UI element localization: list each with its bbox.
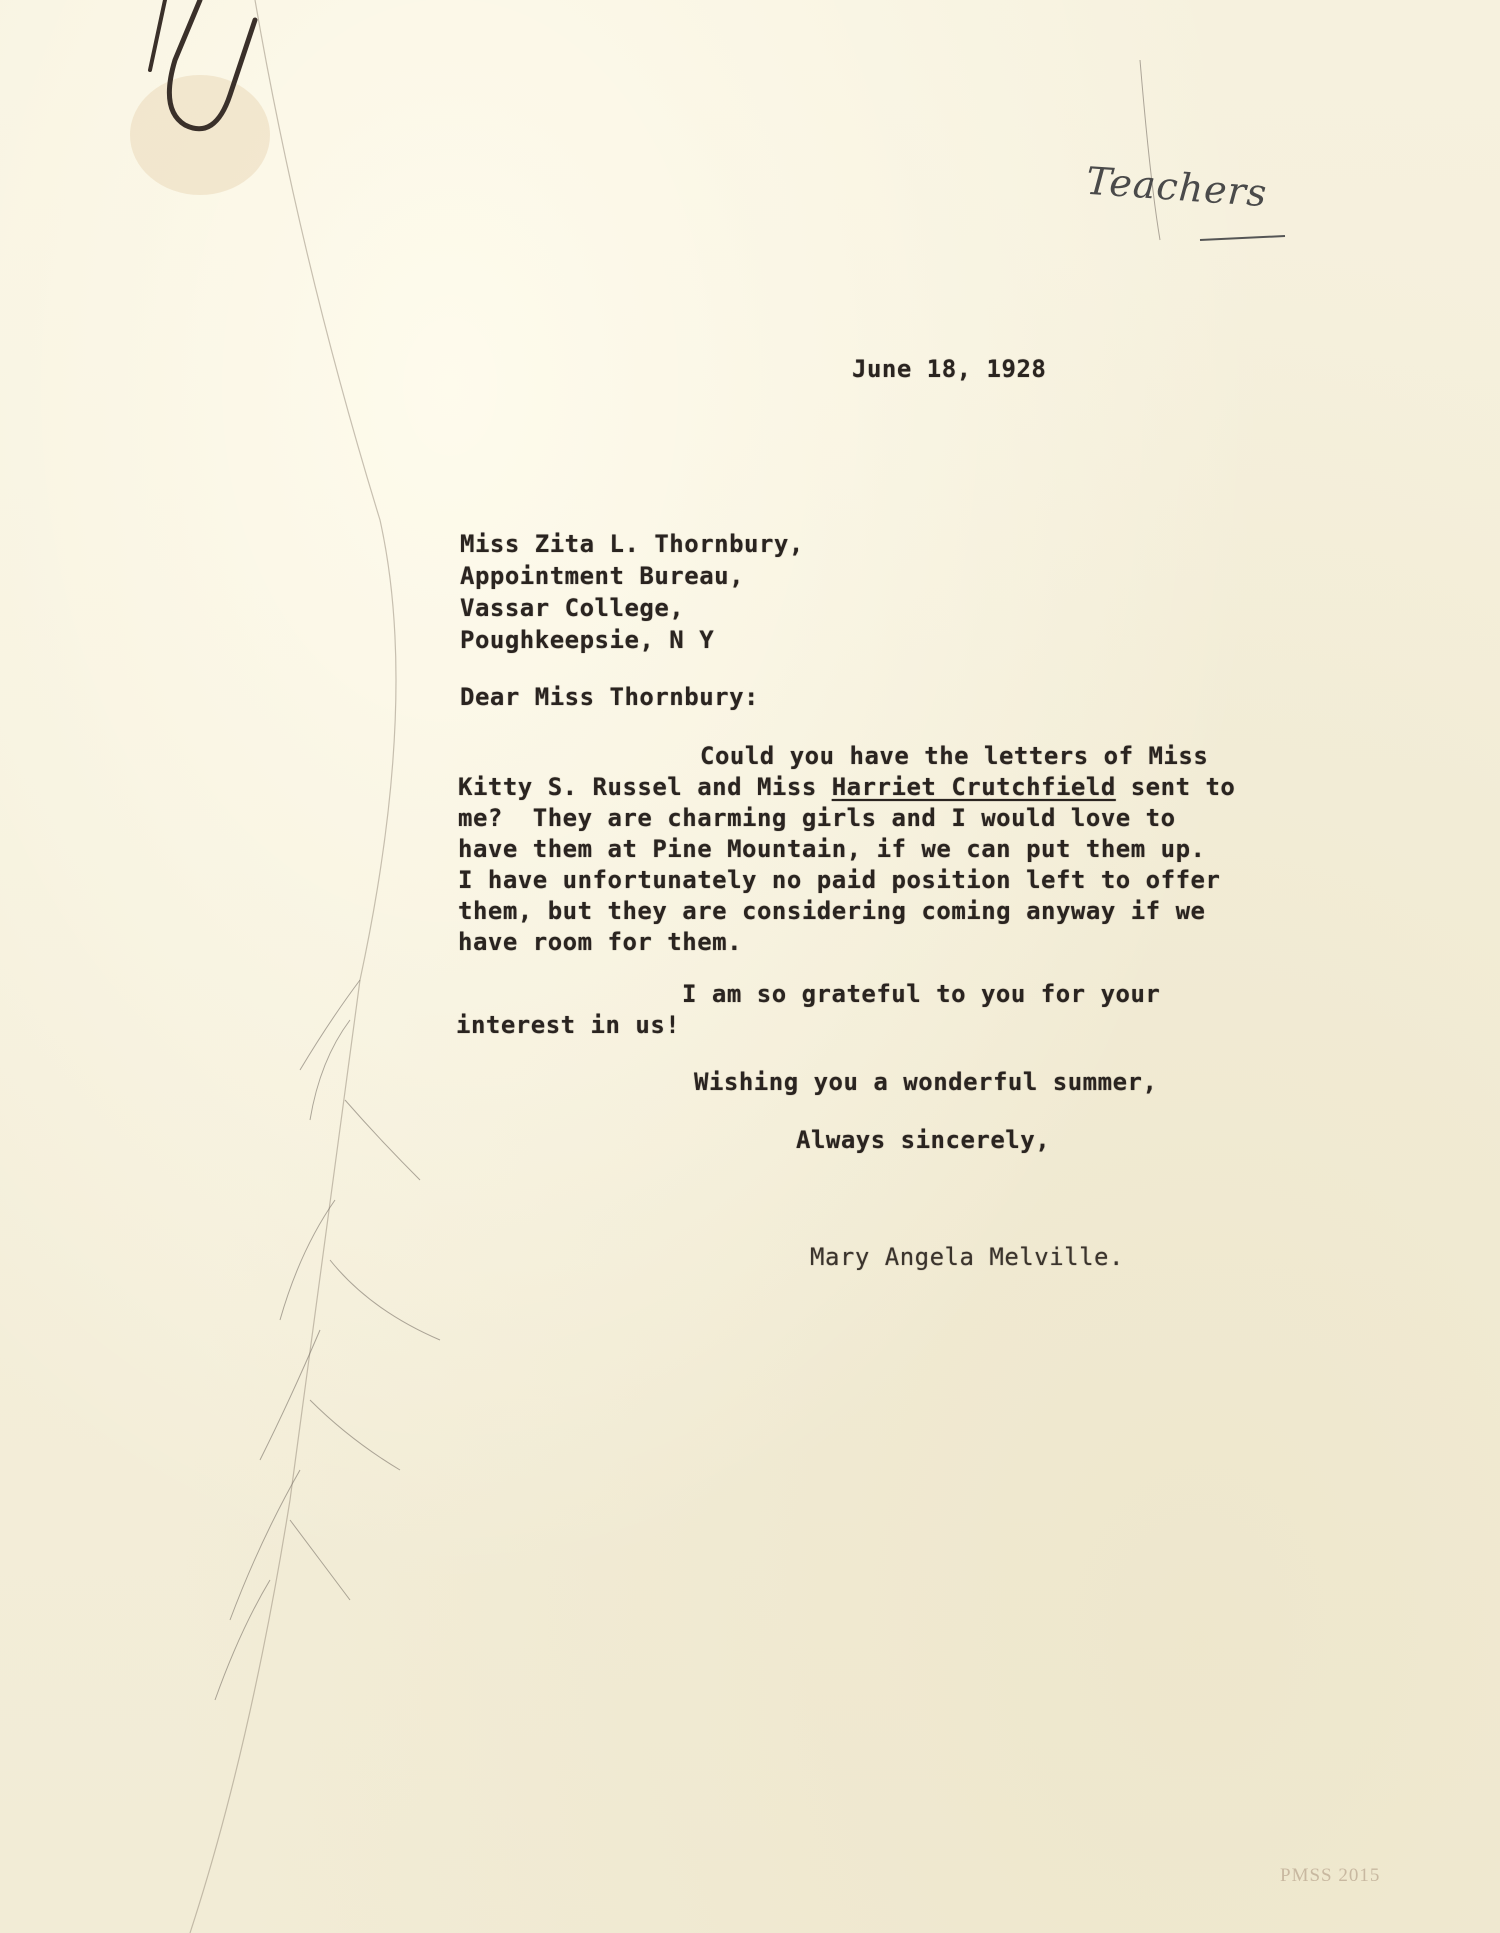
body-line: Could you have the letters of Miss	[700, 742, 1209, 770]
complimentary-close: Always sincerely,	[796, 1126, 1051, 1154]
paperclip-wire	[150, 0, 165, 70]
salutation: Dear Miss Thornbury:	[460, 683, 759, 711]
body-line: me? They are charming girls and I would love to	[458, 804, 1176, 832]
body-line: them, but they are considering coming anyway if we	[458, 897, 1206, 925]
recipient-institution: Vassar College,	[460, 594, 685, 622]
body-line: I have unfortunately no paid position left to offer	[458, 866, 1221, 894]
closing-wish: Wishing you a wonderful summer,	[694, 1068, 1158, 1096]
body-text: Kitty S. Russel and Miss	[458, 773, 832, 801]
body-line: have room for them.	[458, 928, 743, 956]
signer-name: Mary Angela Melville.	[810, 1243, 1124, 1271]
handwritten-notation: Teachers	[1084, 158, 1269, 216]
notation-underline	[1200, 236, 1285, 240]
crease-line	[190, 0, 396, 1933]
recipient-city: Poughkeepsie, N Y	[460, 626, 715, 654]
body-line: I am so grateful to you for your	[682, 980, 1161, 1008]
body-line: have them at Pine Mountain, if we can put them up.	[458, 835, 1206, 863]
letter-date: June 18, 1928	[852, 355, 1047, 383]
body-text: sent to	[1115, 773, 1236, 801]
recipient-name: Miss Zita L. Thornbury,	[460, 530, 804, 558]
archive-watermark: PMSS 2015	[1280, 1865, 1381, 1886]
underlined-name: Harriet Crutchfield	[831, 773, 1116, 801]
recipient-office: Appointment Bureau,	[460, 562, 745, 590]
body-line	[458, 773, 1235, 801]
body-line: interest in us!	[456, 1011, 681, 1039]
rust-stain	[130, 75, 270, 195]
